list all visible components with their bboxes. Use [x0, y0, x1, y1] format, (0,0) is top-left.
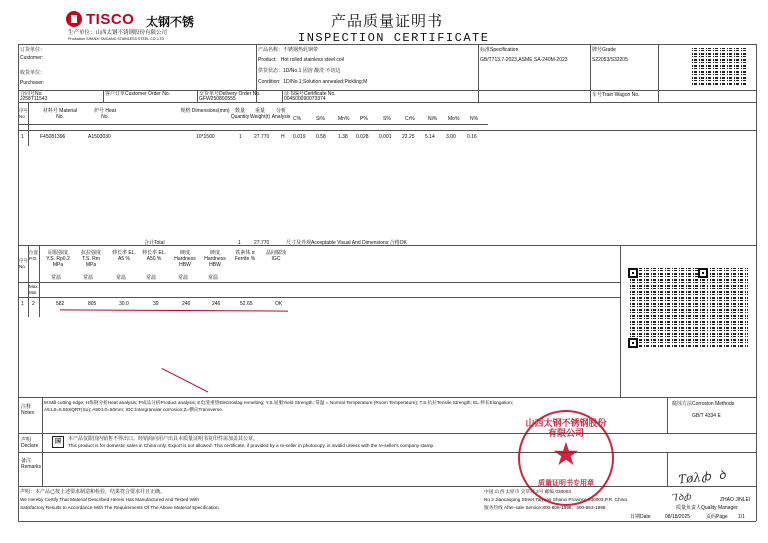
contract-value: J258T11543 — [20, 96, 48, 102]
min-label: Min. — [29, 290, 38, 295]
logo — [66, 10, 226, 46]
service-line: 服务热线 After-sale Service:800-806-1998，400-653-1998 — [484, 505, 606, 510]
chem-header-mo: Mo% — [448, 116, 460, 122]
brand-cn: 太钢不锈 — [146, 15, 195, 29]
qm-label: 质量负责人Quality Manager — [676, 505, 738, 511]
chem-header-no: 序号 No — [19, 108, 28, 119]
chem-header-p: P% — [360, 116, 368, 122]
chem-header-weight: 重量 Weight(t) — [250, 108, 271, 120]
condition-field: 供货状态：1D/No.1 固溶 酸洗 不切边 — [258, 68, 341, 74]
mech-header-ts: 抗拉强度 T.S. Rm MPa — [80, 250, 101, 268]
stamp-star-icon: ★ — [551, 436, 581, 472]
footer-en1: We Hereby Certify That Material Described Herein Has Manufactured And Tested With — [20, 497, 199, 502]
qr-code-right — [708, 268, 748, 348]
notes-text: M:Mill cutting edge; H炼钢分析Heat analysis; P成品分析Product analysis; E电渣重熔Electroslag remelting; Y.S.屈服Yield Strength; 常温 = Normal Temperature (Room Temperature); T.S.抗拉Tensile Strength; EL.伸长Elongation; — [44, 400, 513, 405]
chem-header-s: S% — [383, 116, 391, 122]
footer-en2: Satisfactory Results In Accordance With The Requirements Of The Above Material Specification. — [20, 505, 220, 510]
pen-stroke — [162, 368, 209, 392]
mech-header-no: 序号 No. — [19, 258, 28, 269]
total-label: 合计Total — [144, 240, 165, 246]
certificate-value: 004500090073374 — [284, 96, 326, 102]
delivery-value: GFW250800555 — [199, 96, 236, 102]
chem-header-c: C% — [293, 116, 302, 122]
mech-header-el50: 伸长率 EL. A50 % — [142, 250, 166, 262]
chem-header-heat: 炉号 Heat No. — [94, 108, 116, 120]
mech-header-igc: 晶间腐蚀 IGC — [265, 250, 286, 262]
stamp-text: 山西太钢不锈钢股份有限公司 — [525, 418, 607, 438]
chem-header-n: N% — [470, 116, 479, 122]
title-en: INSPECTION CERTIFICATE — [298, 31, 490, 45]
spec-label: 标准Specification — [480, 47, 519, 53]
header-barcode — [690, 48, 748, 86]
producer: 生产单位：山西太钢不锈钢股份有限公司 — [68, 30, 168, 36]
chem-header-cr: Cr% — [405, 116, 415, 122]
signature-bottom: Ꞁꝺꞗ — [671, 492, 692, 504]
chem-header-analysis: 分析 Analysis — [271, 108, 291, 120]
corrosion-label: 腐蚀方法Corrosion Methods — [672, 401, 735, 407]
date-value: 08/18/2025 — [665, 514, 691, 520]
mech-header-hb2: 硬度 Hardness HBW — [204, 250, 226, 268]
declare-cn: 本产品仅限国内销售不得出口。经销商向用户出具本质量证明书复印件需加盖其公章。 — [68, 436, 259, 442]
title-cn: 产品质量证明书 — [331, 12, 444, 30]
customer-order-label: 客户订单Customer Order No. — [105, 91, 171, 97]
declare-en: This product is for domestic sales in China only. Export is not allowed. This certificate, if provided by a re-seller in photocopy, is invalid unless with the re-seller's company stamp. — [68, 443, 435, 448]
chem-header-dim: 规格 Dimensions(mm) — [180, 108, 230, 114]
producer-en: Production SHANXI TAIGANG STAINLESS STEEL CO.,LTD — [68, 37, 165, 41]
delivery-label: 交货单号Delivery Order No. — [199, 91, 261, 97]
grade-value: S22053/S32205 — [592, 57, 628, 63]
total-qty: 1 — [238, 240, 241, 246]
spec-value: GB/T713.7-2023,ASME SA-240M-2023 — [480, 57, 568, 63]
date-label: 日期Date — [630, 514, 651, 520]
customer-label: 订货单位： — [20, 47, 46, 53]
grade-label: 牌号Grade — [592, 47, 616, 53]
chem-header-si: Si% — [316, 116, 325, 122]
pen-underline — [60, 309, 288, 311]
qr-code — [628, 268, 708, 348]
notes-label: 注释 Notes — [21, 404, 35, 416]
total-weight: 27.770 — [254, 240, 270, 246]
mech-header-pos: 位置 P.O. — [29, 250, 38, 261]
brand-name: TISCO — [86, 11, 135, 28]
wagon-label: 车号Train Wagon No. — [592, 92, 640, 98]
mech-header-ferrite: 铁素体 α Ferrite % — [234, 250, 256, 262]
corrosion-value: GB/T 4334 E — [692, 413, 721, 419]
mech-header-el5: 伸长率 EL. A5 % — [112, 250, 136, 262]
purchaser-label: 收货单位： — [20, 70, 46, 76]
qm-name: ZHAO JINLEI — [720, 497, 751, 503]
mech-header-hb1: 硬度 Hardness HBW — [174, 250, 196, 268]
product-field: 产品名称：不锈钢热轧钢带 — [258, 47, 319, 53]
footer-cn: 声明：本产品已按上述要求制造和检验，结果符合要求并且正确。 — [20, 489, 166, 495]
contract-label: 合同号No. — [20, 91, 43, 97]
address-cn: 中国 山西 太原市 尖草坪 2号 邮编 030003 — [484, 489, 572, 494]
page-label: 页码Page — [706, 514, 728, 520]
page-value: 1/1 — [738, 514, 745, 520]
visual-check: 尺寸及外观Acceptable Visual And Dimensions:合格OK — [286, 240, 407, 246]
remarks-label: 备注 Remarks — [21, 458, 42, 470]
mech-header-ys: 屈服强度 Y.S. Rp0.2 MPa — [46, 250, 70, 268]
certificate-label: 证书编号Certificate No. — [284, 91, 336, 97]
signature-top: Ƭøλꞗ ꝺ — [677, 467, 727, 487]
chem-header-ni: Ni% — [428, 116, 438, 122]
address-en: No.2 Jiancaoping Street Taiyuan Shanxi Province 030003,P.R. China — [484, 497, 627, 502]
stamp-subtext: 质量证明书专用章 — [538, 480, 594, 487]
max-label: Max. — [29, 284, 39, 289]
company-stamp — [518, 410, 614, 506]
chem-header-qty: 数量 Quantity — [230, 108, 250, 120]
chem-header-material: 材料号 Material No. — [42, 108, 78, 120]
chem-header-mn: Mn% — [338, 116, 350, 122]
domestic-icon: 国 — [52, 436, 64, 448]
declare-label: 声明 Declare — [21, 437, 39, 449]
